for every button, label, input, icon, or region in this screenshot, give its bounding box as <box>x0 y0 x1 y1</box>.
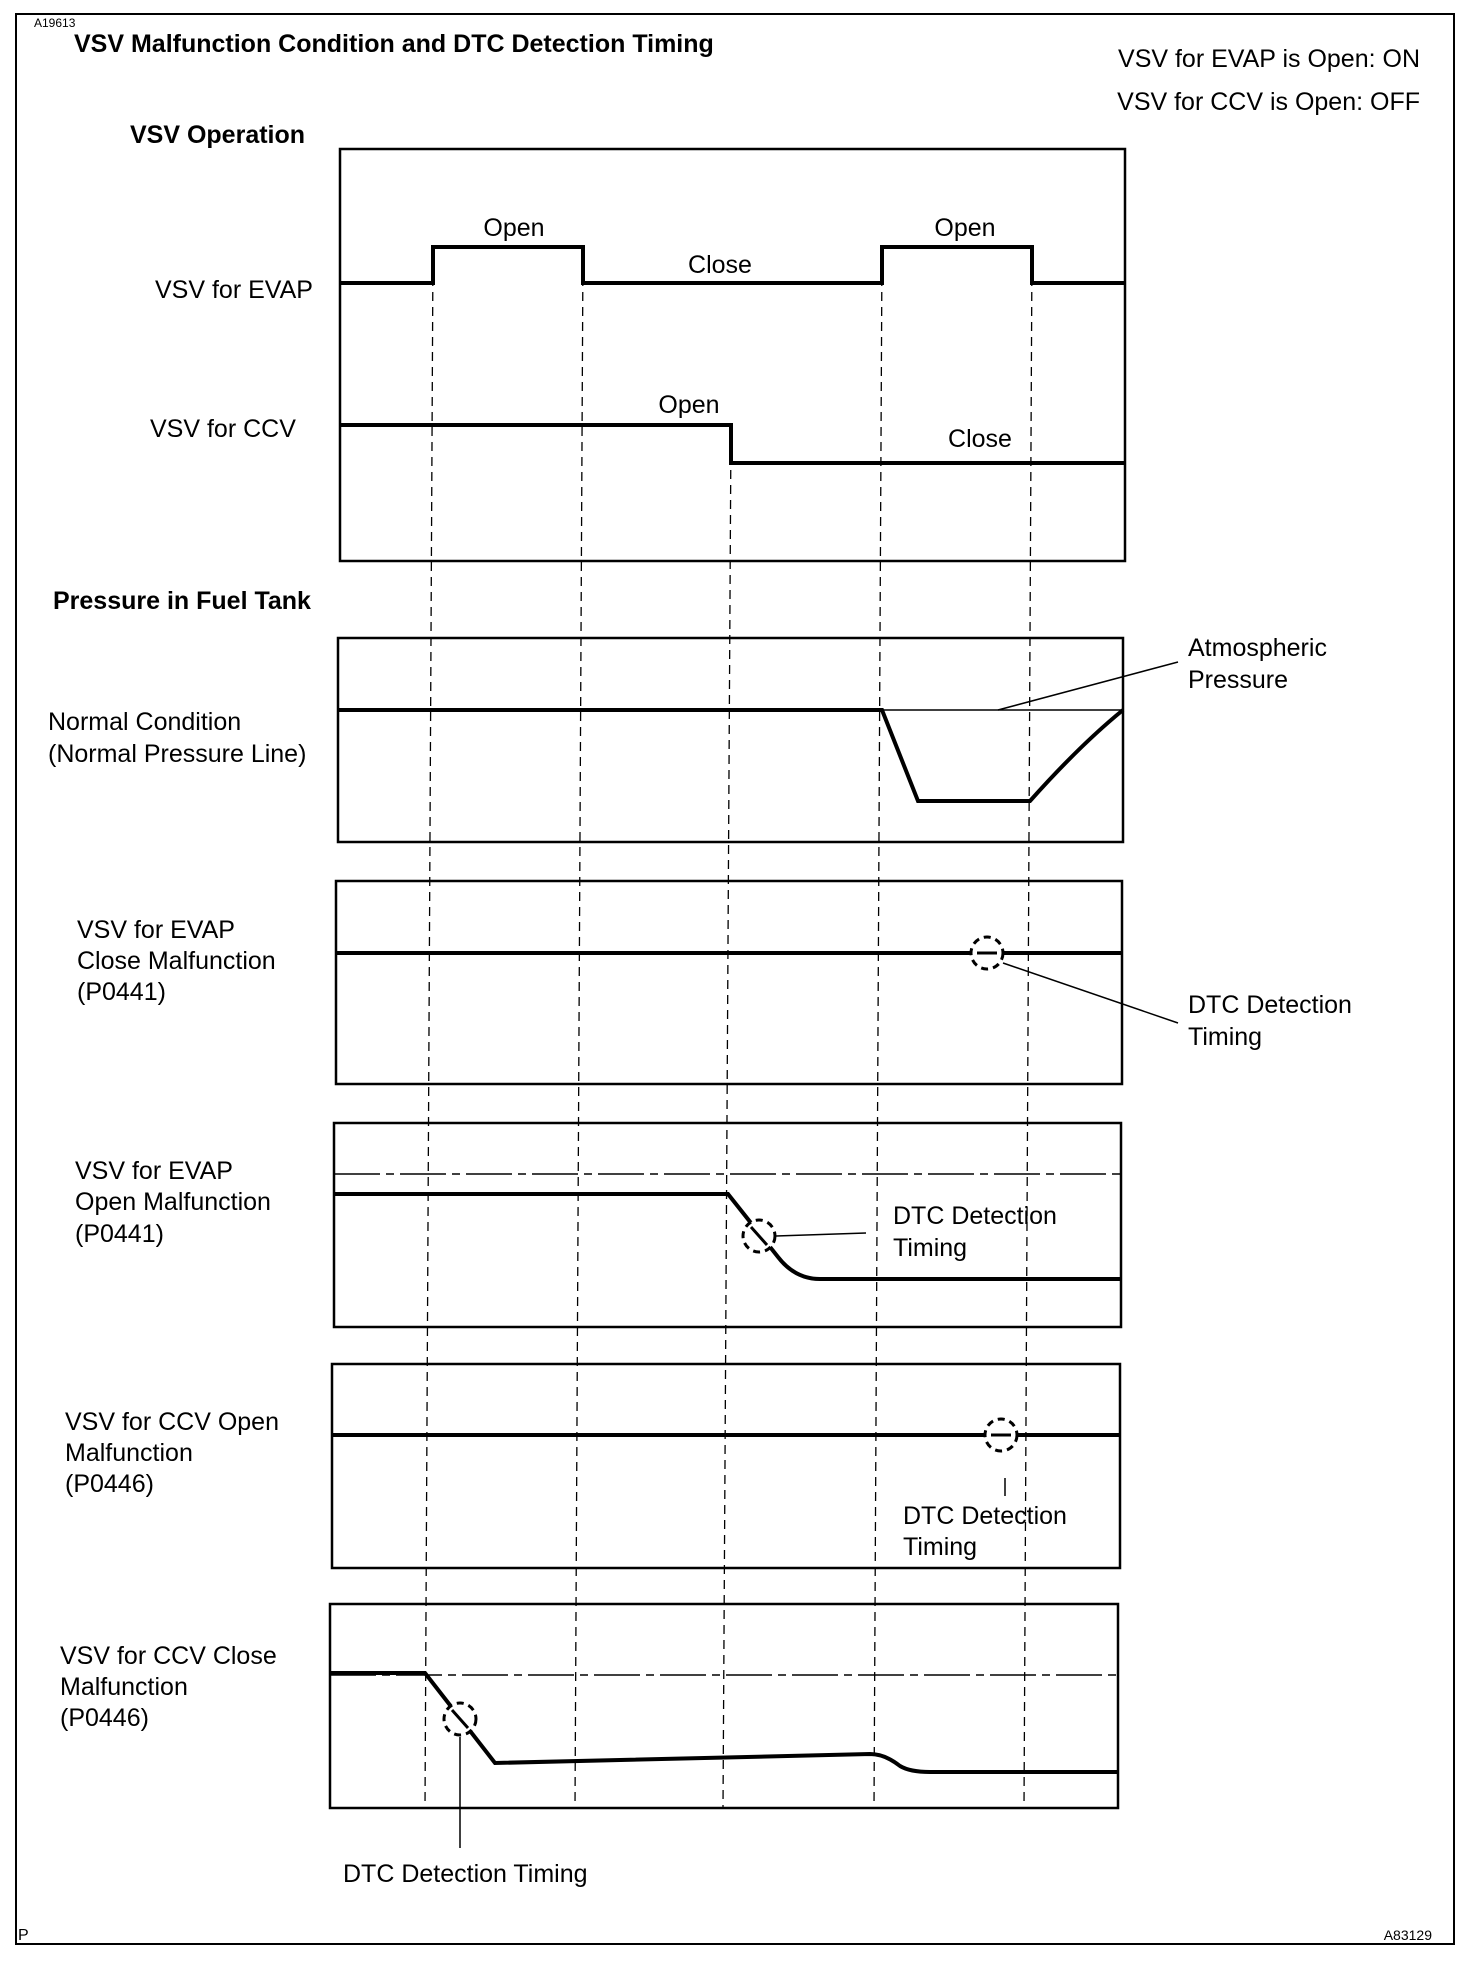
timing-guide-2 <box>575 247 583 1808</box>
vsv-ccv-close: Close <box>948 425 1012 453</box>
evap-open-dtc-label-1: DTC Detection <box>893 1202 1057 1230</box>
evap-close-dtc-label-1: DTC Detection <box>1188 991 1352 1019</box>
evap-open-label-3: (P0441) <box>75 1220 164 1248</box>
normal-label-1: Normal Condition <box>48 708 242 736</box>
timing-guide-1 <box>425 247 433 1808</box>
ccv-open-label-1: VSV for CCV Open <box>65 1408 279 1436</box>
figure-id-top: A19613 <box>34 16 76 30</box>
pressure-heading: Pressure in Fuel Tank <box>53 587 311 615</box>
ccv-close-label-1: VSV for CCV Close <box>60 1642 277 1670</box>
vsv-operation-box <box>340 149 1125 561</box>
evap-close-label-3: (P0441) <box>77 978 166 1006</box>
ccv-close-label-2: Malfunction <box>60 1673 188 1701</box>
timing-guide-4 <box>874 247 882 1808</box>
evap-open-label-1: VSV for EVAP <box>75 1157 233 1185</box>
vsv-evap-label: VSV for EVAP <box>155 276 313 304</box>
evap-close-box <box>336 881 1122 1084</box>
evap-close-dtc-label-2: Timing <box>1188 1023 1263 1051</box>
ccv-open-label-3: (P0446) <box>65 1470 154 1498</box>
atmospheric-label-1: Atmospheric <box>1188 634 1327 662</box>
vsv-operation-heading: VSV Operation <box>130 121 306 149</box>
ccv-open-dtc-label-2: Timing <box>903 1533 978 1561</box>
normal-label-2: (Normal Pressure Line) <box>48 740 307 768</box>
page-letter: P <box>18 1927 29 1944</box>
evap-close-label-2: Close Malfunction <box>77 947 276 975</box>
vsv-ccv-open: Open <box>658 391 720 419</box>
ccv-open-dtc-label-1: DTC Detection <box>903 1502 1067 1530</box>
diagram-title: VSV Malfunction Condition and DTC Detection Timing <box>74 30 714 58</box>
legend-ccv-off: VSV for CCV is Open: OFF <box>1117 88 1420 116</box>
atmospheric-leader <box>998 662 1178 710</box>
evap-open-dtc-leader <box>776 1233 866 1236</box>
normal-pressure-line <box>338 710 1123 801</box>
evap-close-label-1: VSV for EVAP <box>77 916 235 944</box>
atmospheric-label-2: Pressure <box>1188 666 1289 694</box>
vsv-evap-open-1: Open <box>483 214 545 242</box>
normal-box <box>338 638 1123 842</box>
evap-open-label-2: Open Malfunction <box>75 1188 271 1216</box>
timing-guides <box>425 247 1032 1808</box>
ccv-close-label-3: (P0446) <box>60 1704 149 1732</box>
timing-guide-3 <box>723 425 731 1808</box>
vsv-evap-close: Close <box>688 251 752 279</box>
ccv-open-box <box>332 1364 1120 1568</box>
ccv-open-label-2: Malfunction <box>65 1439 193 1467</box>
vsv-evap-open-2: Open <box>934 214 996 242</box>
vsv-ccv-label: VSV for CCV <box>150 415 296 443</box>
evap-close-dtc-leader <box>1003 963 1178 1023</box>
legend-evap-on: VSV for EVAP is Open: ON <box>1118 45 1420 73</box>
figure-id-bottom: A83129 <box>1383 1927 1432 1943</box>
evap-open-dtc-label-2: Timing <box>893 1234 968 1262</box>
timing-guide-5 <box>1024 247 1032 1808</box>
ccv-close-dtc-label: DTC Detection Timing <box>343 1860 588 1888</box>
